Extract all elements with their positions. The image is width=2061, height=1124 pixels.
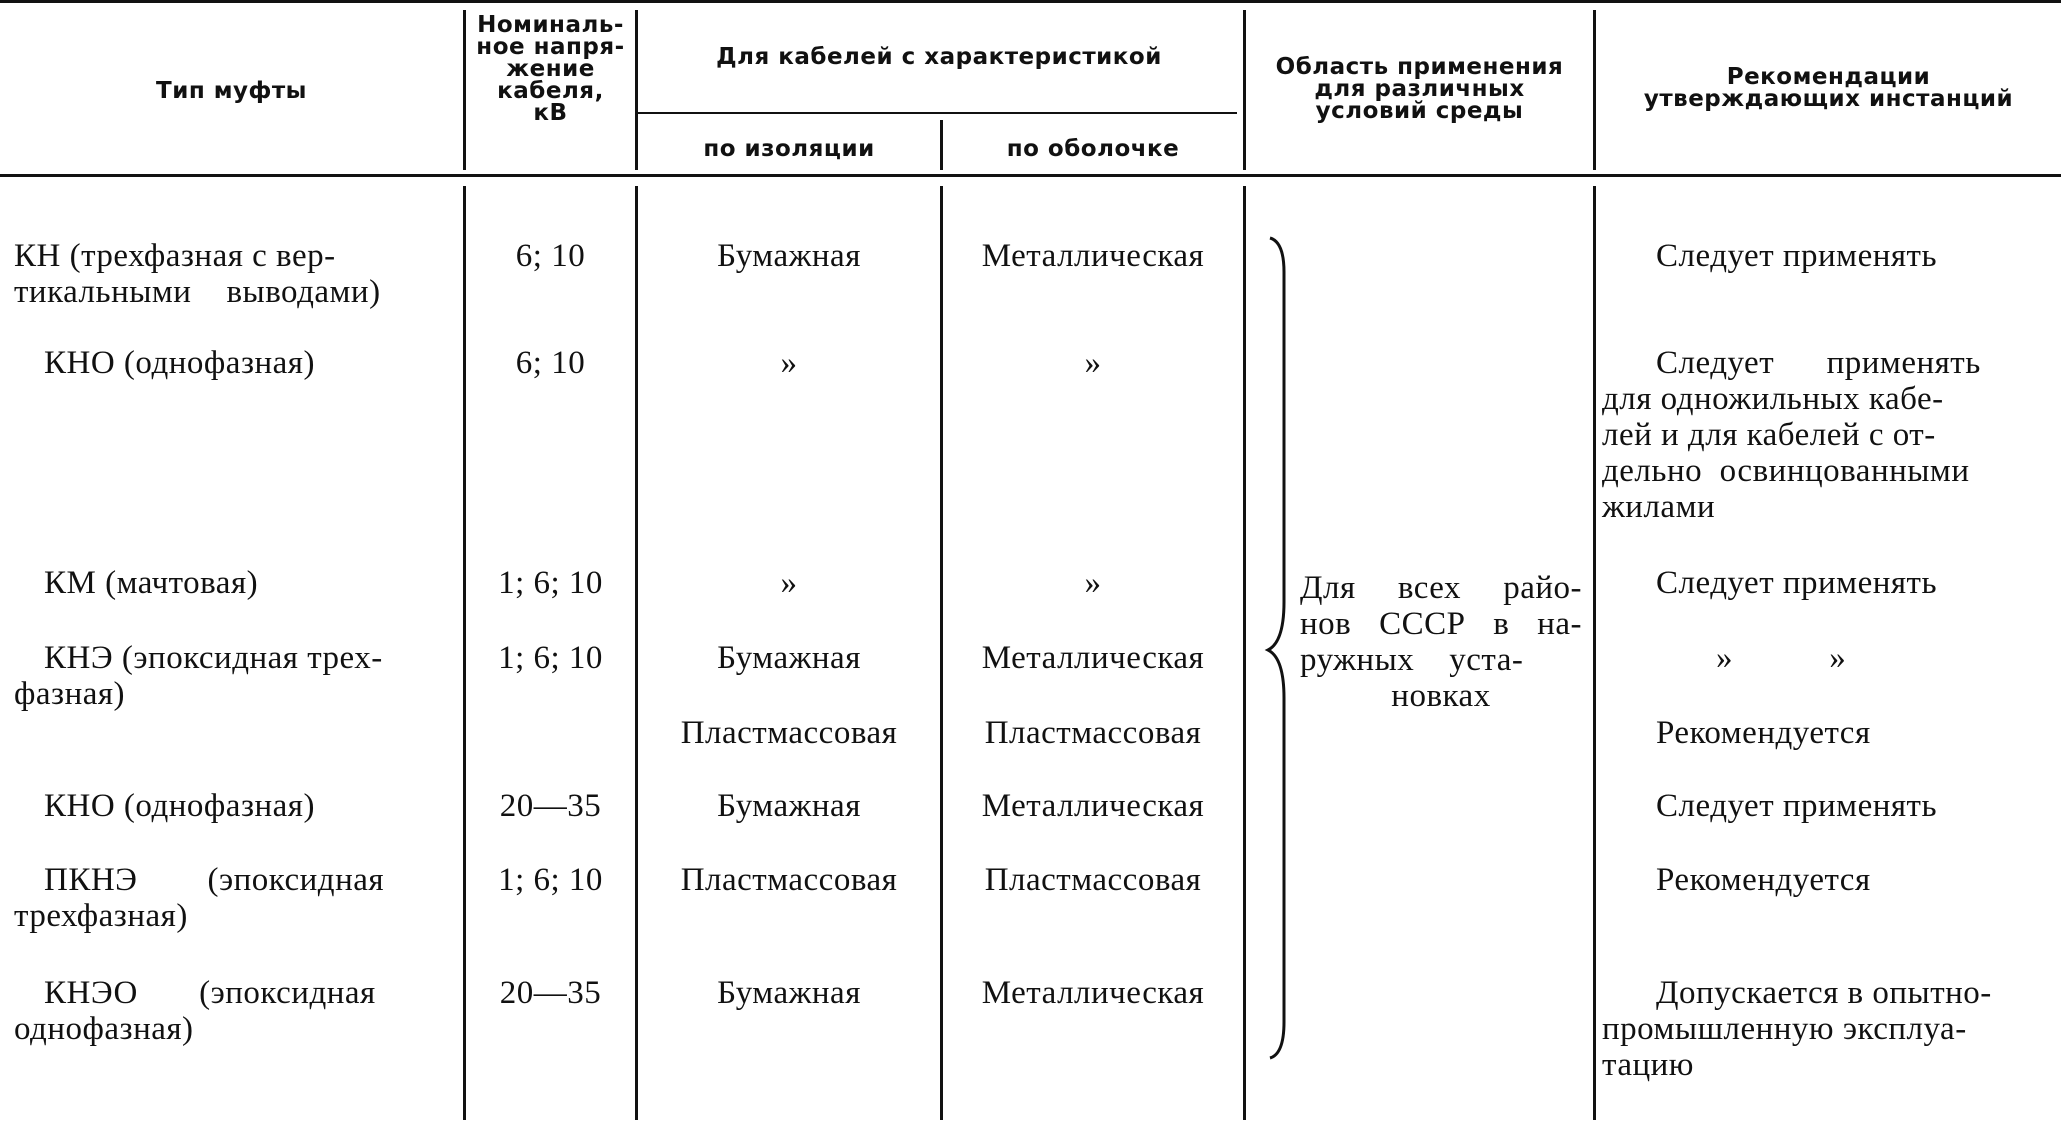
header-recommendation-line: утверждающих инстанций bbox=[1643, 86, 2014, 112]
recommendation-line: дельно освинцованными bbox=[1602, 453, 1970, 489]
row-2-voltage: 6; 10 bbox=[515, 345, 586, 381]
row-2-recommendation bbox=[1602, 345, 2054, 525]
row-2-insulation: » bbox=[780, 345, 798, 381]
row-5-sheath: Пластмассовая bbox=[984, 715, 1202, 751]
row-6-type: КНО (однофазная) bbox=[44, 788, 315, 824]
recommendation-line: лей и для кабелей с от- bbox=[1602, 417, 1936, 453]
header-area-line: Область применения bbox=[1275, 54, 1564, 80]
header-insulation: по изоляции bbox=[703, 136, 875, 162]
header-sheath: по оболочке bbox=[1006, 136, 1180, 162]
row-3-type: КМ (мачтовая) bbox=[44, 565, 259, 601]
subheader-rule bbox=[637, 112, 1237, 114]
header-area bbox=[1246, 56, 1593, 122]
header-voltage-line: Номиналь- bbox=[477, 12, 624, 38]
row-7-voltage: 1; 6; 10 bbox=[498, 862, 603, 898]
row-4-recommendation: » » bbox=[1716, 640, 1847, 676]
col-divider bbox=[1593, 186, 1596, 1120]
row-2-type: КНО (однофазная) bbox=[44, 345, 315, 381]
row-4-voltage: 1; 6; 10 bbox=[498, 640, 603, 676]
row-4-insulation: Бумажная bbox=[717, 640, 861, 676]
row-1-type bbox=[14, 238, 444, 310]
recommendation-line: Допускается в опытно- bbox=[1656, 975, 1992, 1011]
header-cable-group: Для кабелей с характеристикой bbox=[716, 44, 1162, 70]
row-1-insulation: Бумажная bbox=[717, 238, 861, 274]
header-voltage bbox=[466, 14, 635, 124]
row-6-recommendation: Следует применять bbox=[1656, 788, 1938, 824]
type-line: фазная) bbox=[14, 676, 126, 712]
type-line: тикальными выводами) bbox=[14, 274, 381, 310]
row-3-voltage: 1; 6; 10 bbox=[498, 565, 603, 601]
row-8-insulation: Бумажная bbox=[717, 975, 861, 1011]
row-4-type bbox=[14, 640, 454, 712]
header-area-line: для различных bbox=[1314, 76, 1525, 102]
header-voltage-line: кВ bbox=[533, 100, 568, 126]
header-voltage-line: жение bbox=[506, 56, 595, 82]
recommendation-line: Следует применять bbox=[1656, 345, 1981, 381]
header-voltage-line: кабеля, bbox=[497, 78, 604, 104]
type-line: КН (трехфазная с вер- bbox=[14, 238, 336, 274]
recommendation-line: тацию bbox=[1602, 1047, 1694, 1083]
area-line: нов СССР в на- bbox=[1300, 606, 1582, 642]
area-line: новках bbox=[1391, 678, 1491, 714]
row-5-insulation: Пластмассовая bbox=[680, 715, 898, 751]
header-recommendation bbox=[1596, 66, 2061, 110]
row-1-voltage: 6; 10 bbox=[515, 238, 586, 274]
area-line: Для всех райо- bbox=[1300, 570, 1582, 606]
row-8-sheath: Металлическая bbox=[981, 975, 1205, 1011]
row-8-type bbox=[14, 975, 454, 1047]
row-3-insulation: » bbox=[780, 565, 798, 601]
header-recommendation-line: Рекомендации bbox=[1726, 64, 1931, 90]
row-2-sheath: » bbox=[1084, 345, 1102, 381]
row-3-recommendation: Следует применять bbox=[1656, 565, 1938, 601]
row-6-voltage: 20—35 bbox=[499, 788, 602, 824]
row-4-sheath: Металлическая bbox=[981, 640, 1205, 676]
header-area-line: условий среды bbox=[1315, 98, 1524, 124]
header-voltage-line: ное напря- bbox=[476, 34, 625, 60]
type-line: ПКНЭ (эпоксидная bbox=[44, 862, 385, 898]
type-line: КНЭ (эпоксидная трех- bbox=[44, 640, 383, 676]
row-7-sheath: Пластмассовая bbox=[984, 862, 1202, 898]
type-line: однофазная) bbox=[14, 1011, 194, 1047]
recommendation-line: промышленную эксплуа- bbox=[1602, 1011, 1967, 1047]
type-line: трехфазная) bbox=[14, 898, 188, 934]
header-coupling-type: Тип муфты bbox=[156, 78, 307, 104]
row-3-sheath: » bbox=[1084, 565, 1102, 601]
header-bottom-rule bbox=[0, 174, 2061, 177]
row-8-voltage: 20—35 bbox=[499, 975, 602, 1011]
row-6-sheath: Металлическая bbox=[981, 788, 1205, 824]
type-line: КНЭО (эпоксидная bbox=[44, 975, 376, 1011]
area-text bbox=[1300, 570, 1582, 714]
recommendation-line: для одножильных кабе- bbox=[1602, 381, 1944, 417]
row-1-recommendation: Следует применять bbox=[1656, 238, 1938, 274]
table-top-rule bbox=[0, 0, 2061, 3]
area-line: ружных уста- bbox=[1300, 642, 1524, 678]
row-7-insulation: Пластмассовая bbox=[680, 862, 898, 898]
row-5-recommendation: Рекомендуется bbox=[1656, 715, 1871, 751]
row-8-recommendation bbox=[1602, 975, 2054, 1083]
curly-brace bbox=[1262, 232, 1302, 1062]
row-6-insulation: Бумажная bbox=[717, 788, 861, 824]
col-divider bbox=[1243, 186, 1246, 1120]
row-7-recommendation: Рекомендуется bbox=[1656, 862, 1871, 898]
row-1-sheath: Металлическая bbox=[981, 238, 1205, 274]
row-7-type bbox=[14, 862, 454, 934]
recommendation-line: жилами bbox=[1602, 489, 1716, 525]
